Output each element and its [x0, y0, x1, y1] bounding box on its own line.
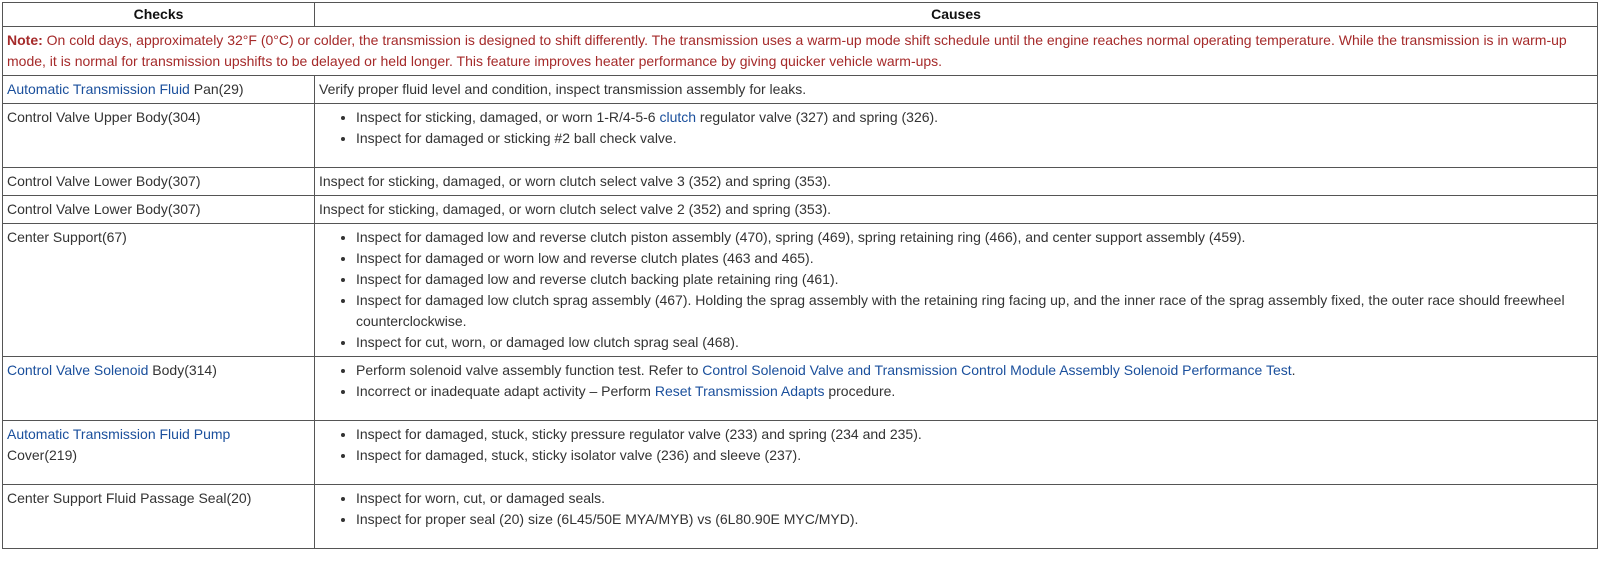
list-item — [356, 107, 1593, 128]
cause-list — [319, 488, 1593, 530]
list-item: • Inspect for damaged or worn low and reverse clutch plates (463 and 465). — [356, 248, 1593, 269]
table-row — [3, 104, 1598, 168]
check-text: Body(314) — [148, 362, 217, 378]
check-text: Cover(219) — [7, 447, 78, 463]
list-item: • Inspect for damaged low and reverse clutch piston assembly (470), spring (469), spring retaining ring (466), and center support assembly (459). — [356, 227, 1593, 248]
table-row — [3, 421, 1598, 485]
cause-cell — [315, 104, 1598, 168]
note-label: Note: — [7, 32, 43, 48]
check-cell — [3, 421, 315, 485]
check-link[interactable]: Automatic Transmission Fluid — [7, 81, 190, 97]
cause-text: Perform solenoid valve assembly function test. Refer to — [356, 362, 703, 378]
note-cell — [3, 27, 1598, 76]
list-item: • Inspect for proper seal (20) size (6L45/50E MYA/MYB) vs (6L80.90E MYC/MYD). — [356, 509, 1593, 530]
checks-header: Checks — [3, 3, 315, 27]
list-item: • Inspect for damaged, stuck, sticky pressure regulator valve (233) and spring (234 and 235). — [356, 424, 1593, 445]
list-item: • Inspect for cut, worn, or damaged low clutch sprag seal (468). — [356, 332, 1593, 353]
table-row — [3, 485, 1598, 549]
cause-cell: Inspect for sticking, damaged, or worn clutch select valve 3 (352) and spring (353). — [315, 168, 1598, 196]
check-cell: Control Valve Lower Body(307) — [3, 168, 315, 196]
cause-list — [319, 424, 1593, 466]
cause-list — [319, 107, 1593, 149]
cause-list — [319, 227, 1593, 353]
check-cell: Center Support Fluid Passage Seal(20) — [3, 485, 315, 549]
table-row — [3, 76, 1598, 104]
cause-text: procedure. — [824, 383, 896, 399]
check-text: Pan(29) — [189, 81, 244, 97]
causes-header: Causes — [315, 3, 1598, 27]
list-item: • Inspect for damaged, stuck, sticky isolator valve (236) and sleeve (237). — [356, 445, 1593, 466]
cause-cell — [315, 224, 1598, 357]
list-item — [356, 360, 1593, 381]
check-cell: Center Support(67) — [3, 224, 315, 357]
table-row — [3, 357, 1598, 421]
list-item: • Inspect for worn, cut, or damaged seals. — [356, 488, 1593, 509]
cause-text: Inspect for sticking, damaged, or worn 1-R/4-5-6 — [356, 109, 660, 125]
cause-text: regulator valve (327) and spring (326). — [696, 109, 939, 125]
check-cell — [3, 357, 315, 421]
cause-cell: Inspect for sticking, damaged, or worn clutch select valve 2 (352) and spring (353). — [315, 196, 1598, 224]
cause-text: Incorrect or inadequate adapt activity – Perform — [356, 383, 655, 399]
solenoid-test-link[interactable]: Control Solenoid Valve and Transmission Control Module Assembly Solenoid Performance Test — [702, 362, 1292, 378]
cause-cell — [315, 485, 1598, 549]
reset-adapts-link[interactable]: Reset Transmission Adapts — [654, 383, 825, 399]
diagnostic-table — [2, 2, 1598, 549]
table-row — [3, 168, 1598, 196]
cause-text: . — [1291, 362, 1296, 378]
note-row — [3, 27, 1598, 76]
table-row — [3, 196, 1598, 224]
cause-cell — [315, 357, 1598, 421]
list-item: • Inspect for damaged low and reverse clutch backing plate retaining ring (461). — [356, 269, 1593, 290]
list-item: • Inspect for damaged or sticking #2 ball check valve. — [356, 128, 1593, 149]
check-cell: Control Valve Upper Body(304) — [3, 104, 315, 168]
check-link[interactable]: Control Valve Solenoid — [7, 362, 149, 378]
list-item — [356, 381, 1593, 402]
check-cell — [3, 76, 315, 104]
check-cell: Control Valve Lower Body(307) — [3, 196, 315, 224]
note-text: On cold days, approximately 32°F (0°C) or colder, the transmission is designed to shift differently. The transmission uses a warm-up mode shift schedule until the engine reaches normal operating temperature. While the transmission is in warm-up mode, it is normal for transmission upshifts to be delayed or held longer. This feature improves heater performance by giving quicker vehicle warm-ups. — [7, 32, 1567, 69]
cause-cell — [315, 421, 1598, 485]
cause-list — [319, 360, 1593, 402]
table-row — [3, 224, 1598, 357]
check-link[interactable]: Automatic Transmission Fluid Pump — [7, 426, 231, 442]
clutch-link[interactable]: clutch — [659, 109, 697, 125]
table-header-row — [3, 3, 1598, 27]
cause-cell: Verify proper fluid level and condition, inspect transmission assembly for leaks. — [315, 76, 1598, 104]
list-item: • Inspect for damaged low clutch sprag assembly (467). Holding the sprag assembly with the retaining ring facing up, and the inner race of the sprag assembly fixed, the outer race should freewheel counterclockwise. — [356, 290, 1593, 332]
